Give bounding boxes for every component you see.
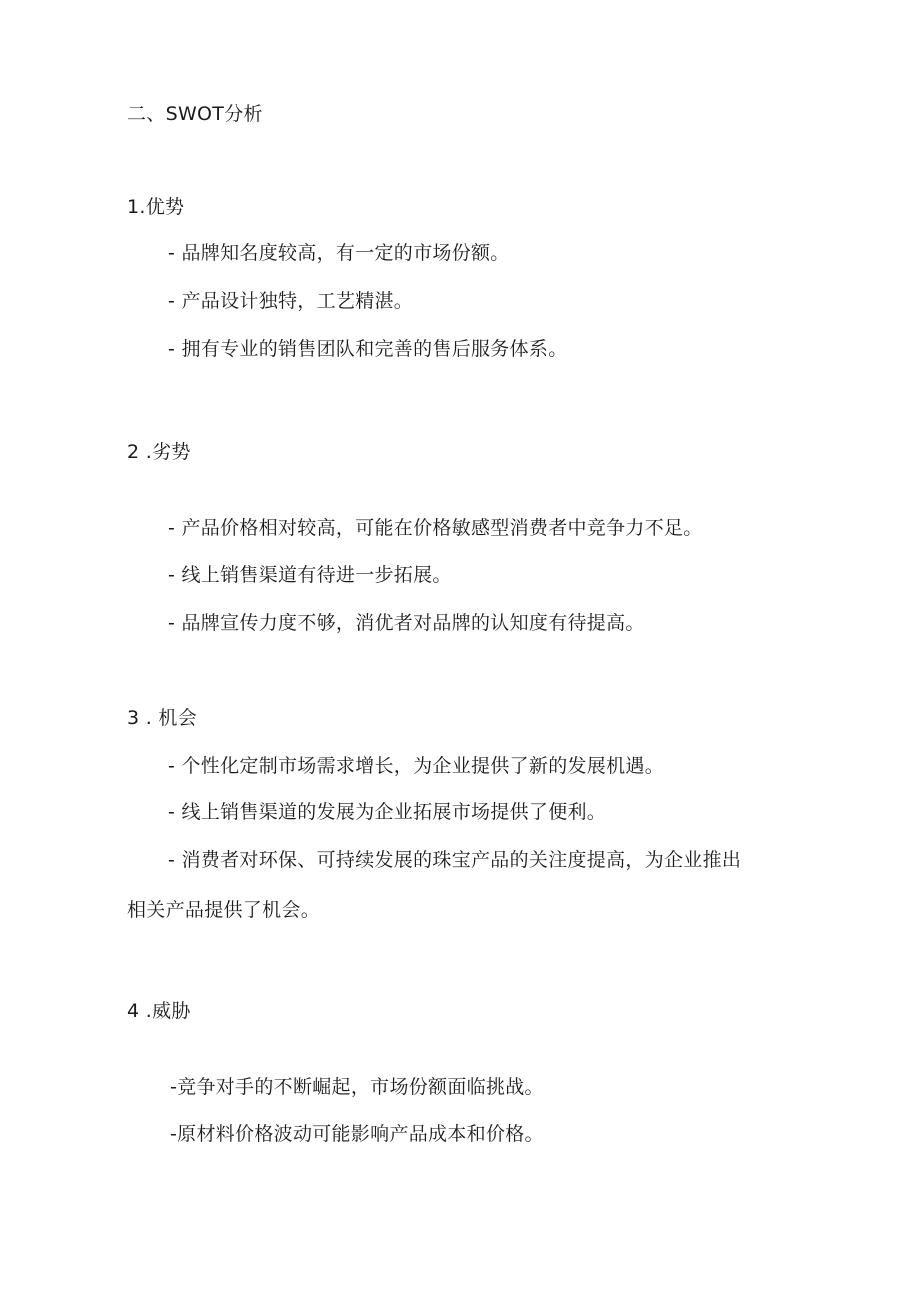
threats-heading: 4 .威胁: [127, 1000, 191, 1022]
threats-item: -竞争对手的不断崛起，市场份额面临挑战。: [170, 1076, 544, 1098]
threats-item: -原材料价格波动可能影响产品成本和价格。: [170, 1123, 544, 1145]
opportunities-item-continuation: 相关产品提供了机会。: [127, 899, 321, 921]
weaknesses-item: - 线上销售渠道有待进一步拓展。: [168, 564, 452, 586]
opportunities-item: - 个性化定制市场需求增长，为企业提供了新的发展机遇。: [168, 755, 664, 777]
opportunities-heading: 3 . 机会: [127, 707, 198, 729]
strengths-heading: 1.优势: [127, 196, 185, 218]
strengths-item: - 拥有专业的销售团队和完善的售后服务体系。: [168, 338, 568, 360]
opportunities-item: - 线上销售渠道的发展为企业拓展市场提供了便利。: [168, 801, 607, 823]
weaknesses-item: - 产品价格相对较高，可能在价格敏感型消费者中竞争力不足。: [168, 517, 703, 539]
weaknesses-heading: 2 .劣势: [127, 441, 191, 463]
section-title: 二、SWOT分析: [127, 103, 263, 125]
strengths-item: - 产品设计独特，工艺精湛。: [168, 290, 414, 312]
weaknesses-item: - 品牌宣传力度不够，消优者对品牌的认知度有待提高。: [168, 612, 645, 634]
strengths-item: - 品牌知名度较高，有一定的市场份额。: [168, 242, 510, 264]
opportunities-item: - 消费者对环保、可持续发展的珠宝产品的关注度提高，为企业推出: [168, 849, 742, 871]
